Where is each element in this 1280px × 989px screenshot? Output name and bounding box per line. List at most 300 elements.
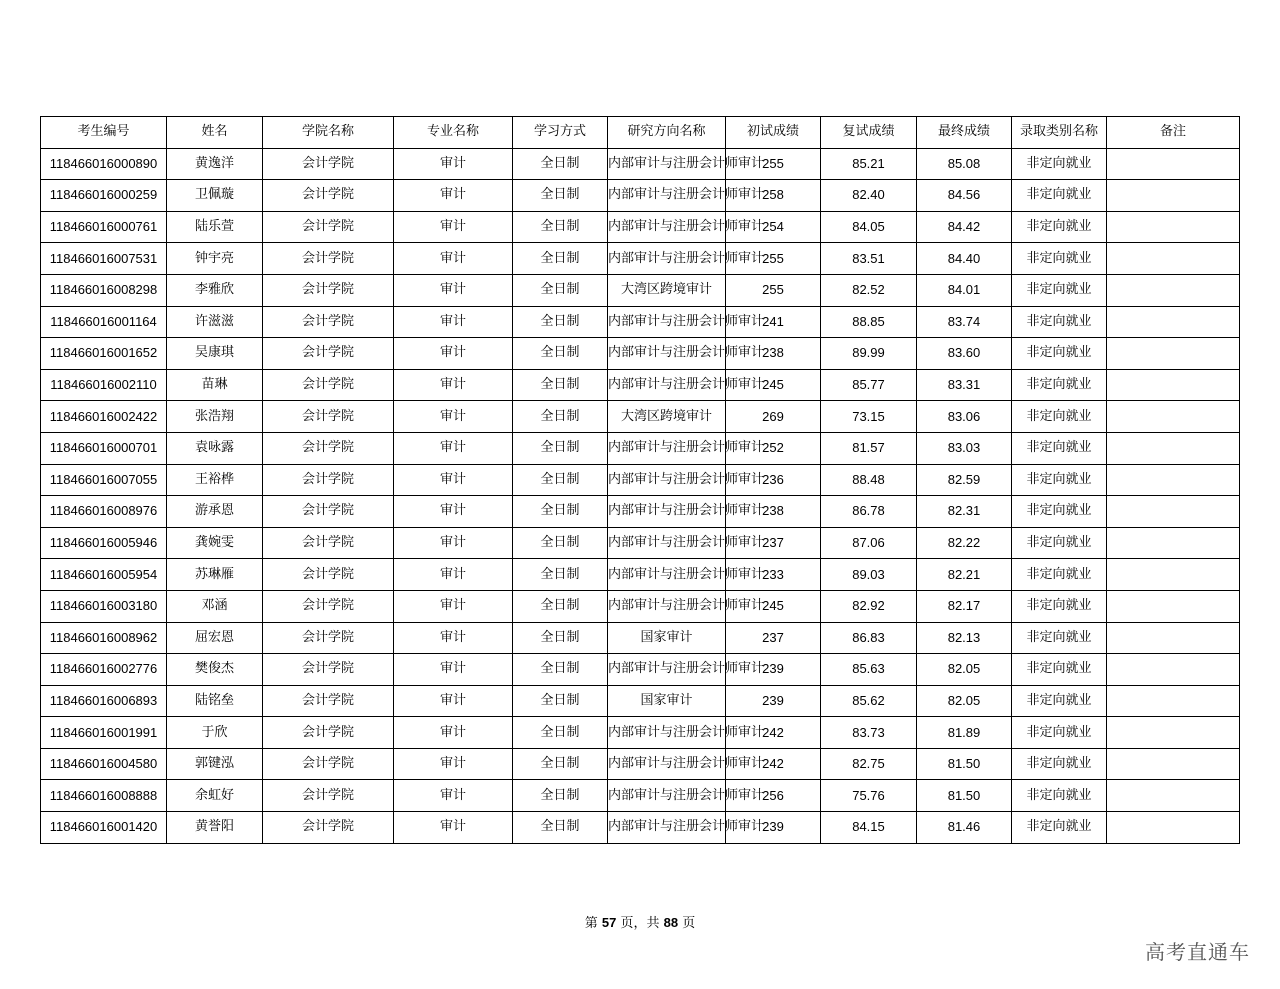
table-cell: 卫佩璇	[167, 180, 263, 212]
table-cell: 全日制	[513, 338, 608, 370]
table-cell: 王裕桦	[167, 464, 263, 496]
research-direction-text: 内部审计与注册会计师审计	[608, 819, 765, 835]
table-cell: 84.05	[821, 211, 917, 243]
table-cell: 81.89	[917, 717, 1012, 749]
table-cell: 87.06	[821, 527, 917, 559]
table-row	[41, 780, 1240, 812]
table-cell: 82.21	[917, 559, 1012, 591]
table-cell: 非定向就业	[1012, 401, 1107, 433]
table-cell	[608, 654, 765, 686]
table-cell: 全日制	[513, 369, 608, 401]
table-cell: 邓涵	[167, 590, 263, 622]
table-cell: 非定向就业	[1012, 590, 1107, 622]
table-cell: 会计学院	[263, 432, 394, 464]
table-cell: 非定向就业	[1012, 812, 1107, 844]
table-cell	[1107, 180, 1240, 212]
table-cell: 非定向就业	[1012, 496, 1107, 528]
table-cell	[608, 590, 765, 622]
table-cell: 黄誉阳	[167, 812, 263, 844]
table-cell: 118466016008976	[41, 496, 167, 528]
research-direction-text: 内部审计与注册会计师审计	[608, 566, 765, 582]
table-cell: 樊俊杰	[167, 654, 263, 686]
column-header: 研究方向名称	[608, 117, 726, 149]
table-row	[41, 432, 1240, 464]
table-cell: 全日制	[513, 306, 608, 338]
table-cell	[608, 780, 765, 812]
table-cell	[608, 148, 765, 180]
table-cell	[608, 180, 765, 212]
table-row	[41, 717, 1240, 749]
table-cell	[608, 496, 765, 528]
table-cell	[1107, 812, 1240, 844]
table-cell: 83.06	[917, 401, 1012, 433]
research-direction-text: 内部审计与注册会计师审计	[608, 313, 765, 329]
table-cell: 83.31	[917, 369, 1012, 401]
table-cell: 会计学院	[263, 211, 394, 243]
table-cell: 会计学院	[263, 685, 394, 717]
table-cell	[1107, 622, 1240, 654]
table-cell: 252	[726, 432, 821, 464]
research-direction-text: 内部审计与注册会计师审计	[608, 535, 765, 551]
table-cell: 吴康琪	[167, 338, 263, 370]
table-cell: 82.75	[821, 748, 917, 780]
table-row	[41, 590, 1240, 622]
table-cell: 82.05	[917, 654, 1012, 686]
table-cell: 审计	[394, 654, 513, 686]
table-cell	[1107, 306, 1240, 338]
table-cell: 84.40	[917, 243, 1012, 275]
table-cell	[608, 622, 726, 654]
table-cell: 73.15	[821, 401, 917, 433]
table-cell	[1107, 464, 1240, 496]
page-prefix: 第	[584, 916, 598, 931]
table-cell: 239	[726, 654, 821, 686]
table-cell: 于欣	[167, 717, 263, 749]
table-cell: 会计学院	[263, 590, 394, 622]
page-middle: 页，共	[620, 916, 660, 931]
table-cell: 会计学院	[263, 748, 394, 780]
table-cell: 会计学院	[263, 654, 394, 686]
research-direction-text: 国家审计	[640, 692, 693, 708]
table-cell: 118466016001652	[41, 338, 167, 370]
table-cell: 242	[726, 717, 821, 749]
table-cell	[1107, 780, 1240, 812]
table-cell: 237	[726, 527, 821, 559]
table-cell: 85.08	[917, 148, 1012, 180]
column-header: 考生编号	[41, 117, 167, 149]
table-cell: 会计学院	[263, 243, 394, 275]
research-direction-text: 内部审计与注册会计师审计	[608, 756, 765, 772]
table-cell: 82.31	[917, 496, 1012, 528]
table-cell: 254	[726, 211, 821, 243]
table-row	[41, 622, 1240, 654]
table-cell: 审计	[394, 369, 513, 401]
table-cell: 审计	[394, 780, 513, 812]
table-cell: 全日制	[513, 180, 608, 212]
table-cell: 118466016000890	[41, 148, 167, 180]
table-cell: 审计	[394, 685, 513, 717]
table-cell	[608, 338, 765, 370]
header-row	[41, 117, 1240, 149]
table-cell: 全日制	[513, 496, 608, 528]
table-cell: 非定向就业	[1012, 243, 1107, 275]
table-cell: 75.76	[821, 780, 917, 812]
table-cell: 袁咏露	[167, 432, 263, 464]
table-cell: 118466016000701	[41, 432, 167, 464]
table-cell: 83.51	[821, 243, 917, 275]
table-cell: 118466016006893	[41, 685, 167, 717]
table-cell	[1107, 432, 1240, 464]
research-direction-text: 内部审计与注册会计师审计	[608, 155, 765, 171]
table-cell: 会计学院	[263, 812, 394, 844]
table-cell: 82.52	[821, 274, 917, 306]
table-cell: 会计学院	[263, 306, 394, 338]
table-cell	[608, 401, 726, 433]
table-cell: 审计	[394, 717, 513, 749]
table-cell: 86.78	[821, 496, 917, 528]
table-cell	[1107, 748, 1240, 780]
table-cell: 会计学院	[263, 274, 394, 306]
table-cell: 82.59	[917, 464, 1012, 496]
table-cell: 审计	[394, 338, 513, 370]
table-row	[41, 496, 1240, 528]
table-cell: 85.21	[821, 148, 917, 180]
table-cell: 全日制	[513, 590, 608, 622]
table-cell: 118466016005946	[41, 527, 167, 559]
table-cell: 会计学院	[263, 717, 394, 749]
research-direction-text: 内部审计与注册会计师审计	[608, 661, 765, 677]
table-row	[41, 274, 1240, 306]
table-cell: 全日制	[513, 717, 608, 749]
watermark-text: 高考直通车	[1145, 940, 1250, 964]
table-cell: 118466016008298	[41, 274, 167, 306]
table-cell: 会计学院	[263, 780, 394, 812]
table-cell	[608, 432, 765, 464]
table-cell: 非定向就业	[1012, 180, 1107, 212]
table-cell: 88.48	[821, 464, 917, 496]
table-cell: 118466016007055	[41, 464, 167, 496]
table-cell: 陆铭垒	[167, 685, 263, 717]
table-cell: 255	[726, 274, 821, 306]
table-row	[41, 401, 1240, 433]
table-cell	[608, 464, 765, 496]
table-cell: 82.92	[821, 590, 917, 622]
table-cell: 84.42	[917, 211, 1012, 243]
table-cell: 269	[726, 401, 821, 433]
table-cell: 许滋滋	[167, 306, 263, 338]
table-cell: 会计学院	[263, 338, 394, 370]
table-cell: 审计	[394, 211, 513, 243]
table-cell: 审计	[394, 148, 513, 180]
table-cell: 85.62	[821, 685, 917, 717]
table-cell: 85.63	[821, 654, 917, 686]
table-cell	[1107, 654, 1240, 686]
table-row	[41, 654, 1240, 686]
table-cell: 88.85	[821, 306, 917, 338]
table-cell: 118466016007531	[41, 243, 167, 275]
table-cell: 89.03	[821, 559, 917, 591]
table-cell: 余虹好	[167, 780, 263, 812]
table-row	[41, 527, 1240, 559]
column-header: 初试成绩	[726, 117, 821, 149]
table-cell: 全日制	[513, 685, 608, 717]
table-cell: 郭键泓	[167, 748, 263, 780]
table-cell: 245	[726, 590, 821, 622]
table-cell: 84.01	[917, 274, 1012, 306]
table-cell	[1107, 496, 1240, 528]
table-row	[41, 211, 1240, 243]
table-row	[41, 338, 1240, 370]
table-cell: 非定向就业	[1012, 432, 1107, 464]
table-cell: 非定向就业	[1012, 274, 1107, 306]
table-header	[41, 117, 1240, 149]
column-header: 录取类别名称	[1012, 117, 1107, 149]
table-cell: 游承恩	[167, 496, 263, 528]
table-cell: 118466016002776	[41, 654, 167, 686]
table-cell: 审计	[394, 401, 513, 433]
table-cell: 81.50	[917, 748, 1012, 780]
table-cell: 会计学院	[263, 464, 394, 496]
table-cell	[608, 211, 765, 243]
research-direction-text: 大湾区跨境审计	[620, 408, 712, 424]
table-cell: 全日制	[513, 527, 608, 559]
research-direction-text: 内部审计与注册会计师审计	[608, 724, 765, 740]
research-direction-text: 内部审计与注册会计师审计	[608, 250, 765, 266]
table-cell: 非定向就业	[1012, 211, 1107, 243]
table-cell: 全日制	[513, 622, 608, 654]
table-cell	[1107, 717, 1240, 749]
table-cell: 81.46	[917, 812, 1012, 844]
table-cell: 苗琳	[167, 369, 263, 401]
research-direction-text: 内部审计与注册会计师审计	[608, 503, 765, 519]
table-cell	[1107, 527, 1240, 559]
research-direction-text: 大湾区跨境审计	[620, 282, 712, 298]
table-cell: 审计	[394, 748, 513, 780]
table-cell	[608, 306, 765, 338]
table-cell: 118466016008888	[41, 780, 167, 812]
table-cell: 非定向就业	[1012, 685, 1107, 717]
table-cell: 审计	[394, 243, 513, 275]
table-cell: 82.05	[917, 685, 1012, 717]
table-cell: 苏琳雁	[167, 559, 263, 591]
table-cell: 非定向就业	[1012, 748, 1107, 780]
column-header: 学院名称	[263, 117, 394, 149]
table-cell: 全日制	[513, 148, 608, 180]
research-direction-text: 国家审计	[640, 629, 693, 645]
column-header: 专业名称	[394, 117, 513, 149]
table-cell: 81.50	[917, 780, 1012, 812]
research-direction-text: 内部审计与注册会计师审计	[608, 187, 765, 203]
table-cell: 非定向就业	[1012, 654, 1107, 686]
table-cell	[1107, 369, 1240, 401]
table-cell: 118466016003180	[41, 590, 167, 622]
table-cell	[1107, 338, 1240, 370]
table-cell: 会计学院	[263, 180, 394, 212]
table-row	[41, 559, 1240, 591]
table-cell	[1107, 685, 1240, 717]
table-cell: 118466016004580	[41, 748, 167, 780]
column-header: 备注	[1107, 117, 1240, 149]
table-cell: 83.74	[917, 306, 1012, 338]
table-cell: 全日制	[513, 432, 608, 464]
table-cell: 全日制	[513, 274, 608, 306]
table-cell: 85.77	[821, 369, 917, 401]
research-direction-text: 内部审计与注册会计师审计	[608, 345, 765, 361]
table-cell	[1107, 401, 1240, 433]
table-cell: 黄逸洋	[167, 148, 263, 180]
table-body	[41, 148, 1240, 843]
column-header: 学习方式	[513, 117, 608, 149]
page-footer	[0, 912, 1280, 931]
table-cell: 会计学院	[263, 401, 394, 433]
table-cell	[1107, 148, 1240, 180]
table-cell: 236	[726, 464, 821, 496]
table-cell: 237	[726, 622, 821, 654]
table-cell: 82.17	[917, 590, 1012, 622]
table-cell: 118466016000259	[41, 180, 167, 212]
table-cell: 非定向就业	[1012, 622, 1107, 654]
table-cell: 118466016001164	[41, 306, 167, 338]
table-cell: 会计学院	[263, 496, 394, 528]
table-cell: 245	[726, 369, 821, 401]
table-cell: 239	[726, 812, 821, 844]
table-row	[41, 180, 1240, 212]
table-row	[41, 306, 1240, 338]
table-row	[41, 748, 1240, 780]
table-cell: 审计	[394, 527, 513, 559]
table-cell: 非定向就业	[1012, 527, 1107, 559]
table-cell: 238	[726, 496, 821, 528]
table-cell: 238	[726, 338, 821, 370]
table-cell: 118466016002422	[41, 401, 167, 433]
table-cell: 全日制	[513, 243, 608, 275]
table-cell: 审计	[394, 622, 513, 654]
column-header: 复试成绩	[821, 117, 917, 149]
table-cell	[1107, 211, 1240, 243]
table-cell: 全日制	[513, 559, 608, 591]
table-cell: 龚婉雯	[167, 527, 263, 559]
table-cell: 会计学院	[263, 369, 394, 401]
table-cell: 86.83	[821, 622, 917, 654]
table-cell: 256	[726, 780, 821, 812]
table-cell: 非定向就业	[1012, 338, 1107, 370]
table-cell: 233	[726, 559, 821, 591]
table-cell: 审计	[394, 306, 513, 338]
table-cell: 82.22	[917, 527, 1012, 559]
table-row	[41, 369, 1240, 401]
table-cell: 审计	[394, 559, 513, 591]
table-cell: 118466016001420	[41, 812, 167, 844]
table-cell: 82.40	[821, 180, 917, 212]
table-cell: 242	[726, 748, 821, 780]
table-cell	[608, 748, 765, 780]
table-cell: 审计	[394, 590, 513, 622]
table-cell: 118466016001991	[41, 717, 167, 749]
table-row	[41, 148, 1240, 180]
table-cell: 非定向就业	[1012, 306, 1107, 338]
table-cell: 全日制	[513, 654, 608, 686]
table-cell: 会计学院	[263, 559, 394, 591]
table-cell: 非定向就业	[1012, 464, 1107, 496]
table-cell: 84.56	[917, 180, 1012, 212]
table-cell: 非定向就业	[1012, 717, 1107, 749]
table-cell: 非定向就业	[1012, 559, 1107, 591]
table-cell: 张浩翔	[167, 401, 263, 433]
table-row	[41, 464, 1240, 496]
table-cell: 审计	[394, 274, 513, 306]
page-number: 57	[601, 915, 617, 930]
table-cell	[608, 685, 726, 717]
table-cell	[608, 243, 765, 275]
table-cell: 全日制	[513, 780, 608, 812]
table-cell: 非定向就业	[1012, 148, 1107, 180]
table-cell: 255	[726, 243, 821, 275]
table-cell	[1107, 590, 1240, 622]
table-cell: 83.60	[917, 338, 1012, 370]
research-direction-text: 内部审计与注册会计师审计	[608, 598, 765, 614]
column-header: 最终成绩	[917, 117, 1012, 149]
column-header: 姓名	[167, 117, 263, 149]
table-cell: 258	[726, 180, 821, 212]
page-suffix: 页	[682, 916, 696, 931]
table-cell: 李雅欣	[167, 274, 263, 306]
research-direction-text: 内部审计与注册会计师审计	[608, 219, 765, 235]
table-cell: 审计	[394, 812, 513, 844]
table-cell: 非定向就业	[1012, 369, 1107, 401]
table-cell	[1107, 559, 1240, 591]
table-cell	[608, 274, 726, 306]
table-cell: 屈宏恩	[167, 622, 263, 654]
table-cell: 118466016000761	[41, 211, 167, 243]
table-cell: 241	[726, 306, 821, 338]
table-cell: 84.15	[821, 812, 917, 844]
table-cell: 全日制	[513, 401, 608, 433]
page-total: 88	[663, 915, 679, 930]
table-cell	[608, 717, 765, 749]
table-cell: 会计学院	[263, 622, 394, 654]
table-cell: 89.99	[821, 338, 917, 370]
table-cell	[608, 559, 765, 591]
table-cell: 239	[726, 685, 821, 717]
table-cell: 83.03	[917, 432, 1012, 464]
research-direction-text: 内部审计与注册会计师审计	[608, 471, 765, 487]
table-cell: 全日制	[513, 464, 608, 496]
table-cell: 全日制	[513, 748, 608, 780]
table-cell: 审计	[394, 432, 513, 464]
research-direction-text: 内部审计与注册会计师审计	[608, 440, 765, 456]
table-cell	[1107, 243, 1240, 275]
table-cell	[608, 812, 765, 844]
table-cell: 全日制	[513, 812, 608, 844]
table-row	[41, 243, 1240, 275]
table-cell: 118466016008962	[41, 622, 167, 654]
table-cell: 全日制	[513, 211, 608, 243]
table-cell	[1107, 274, 1240, 306]
table-cell: 会计学院	[263, 148, 394, 180]
table-cell: 非定向就业	[1012, 780, 1107, 812]
table-cell: 审计	[394, 496, 513, 528]
table-cell: 83.73	[821, 717, 917, 749]
table-cell: 82.13	[917, 622, 1012, 654]
table-cell	[608, 369, 765, 401]
table-cell: 审计	[394, 180, 513, 212]
research-direction-text: 内部审计与注册会计师审计	[608, 377, 765, 393]
table-cell: 陆乐萱	[167, 211, 263, 243]
table-cell: 会计学院	[263, 527, 394, 559]
table-cell: 81.57	[821, 432, 917, 464]
table-cell	[608, 527, 765, 559]
table-row	[41, 812, 1240, 844]
